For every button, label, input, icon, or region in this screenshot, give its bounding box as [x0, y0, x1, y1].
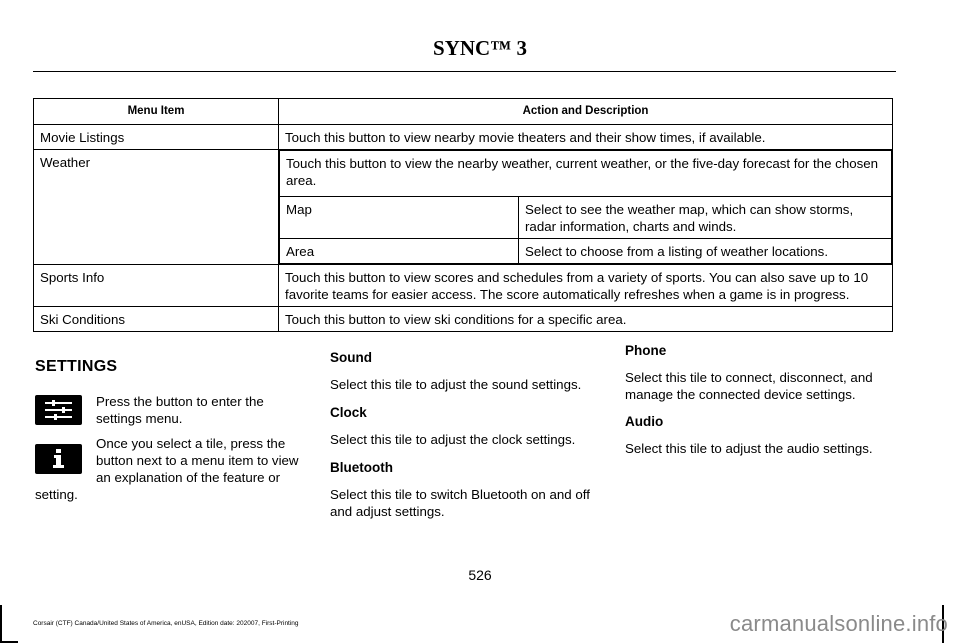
table-row	[34, 125, 893, 150]
sub-row	[280, 239, 892, 264]
sub-description-cell: Select to choose from a listing of weather locations.	[525, 244, 829, 259]
crop-mark-left	[0, 605, 2, 643]
page-number: 526	[468, 567, 492, 583]
column-header-action: Action and Description	[279, 99, 893, 125]
audio-heading: Audio	[625, 414, 664, 429]
tile-explanation-text	[96, 435, 308, 486]
table-row	[34, 307, 893, 332]
settings-heading: SETTINGS	[35, 358, 118, 375]
description-cell: Touch this button to view scores and schedules from a variety of sports. You can also save up to 10 favorite teams for easier access. The score automatically refreshes when a game is in progress.	[285, 270, 869, 302]
phone-heading: Phone	[625, 343, 667, 358]
phone-text: Select this tile to connect, disconnect, and manage the connected device settings.	[625, 370, 873, 402]
weather-subtable	[279, 150, 892, 264]
description-cell: Touch this button to view the nearby weather, current weather, or the five-day forecast for the chosen area.	[286, 156, 879, 188]
watermark: carmanualsonline.info	[729, 611, 948, 636]
header-divider	[33, 71, 896, 72]
settings-instruction: Press the button to enter the settings menu.	[96, 394, 264, 426]
audio-text: Select this tile to adjust the audio settings.	[625, 441, 873, 456]
description-cell: Touch this button to view ski conditions for a specific area.	[285, 312, 627, 327]
info-icon	[35, 444, 82, 474]
page-header-title: SYNC™ 3	[433, 36, 527, 60]
sub-item-cell: Map	[286, 202, 312, 217]
clock-heading: Clock	[330, 405, 367, 420]
bluetooth-heading: Bluetooth	[330, 460, 393, 475]
sub-description-cell: Select to see the weather map, which can show storms, radar information, charts and winds.	[525, 202, 854, 234]
description-cell: Touch this button to view nearby movie theaters and their show times, if available.	[285, 130, 766, 145]
tile-explanation-tail: setting.	[35, 487, 78, 502]
table-row	[34, 265, 893, 307]
table-header-row	[34, 99, 893, 125]
table-row	[34, 150, 893, 265]
sliders-icon	[35, 395, 82, 425]
menu-item-cell: Weather	[40, 155, 91, 170]
sub-row	[280, 197, 892, 239]
sound-text: Select this tile to adjust the sound settings.	[330, 377, 582, 392]
clock-text: Select this tile to adjust the clock settings.	[330, 432, 576, 447]
menu-item-cell: Sports Info	[40, 270, 105, 285]
sound-heading: Sound	[330, 350, 372, 365]
menu-item-cell: Ski Conditions	[40, 312, 125, 327]
tile-explanation-body: Once you select a tile, press the button next to a menu item to view an explanation of the feature or	[96, 436, 299, 485]
menu-item-cell: Movie Listings	[40, 130, 125, 145]
menu-table	[33, 98, 893, 332]
bluetooth-text: Select this tile to switch Bluetooth on and off and adjust settings.	[330, 487, 590, 519]
column-header-menu-item: Menu Item	[34, 99, 279, 125]
edition-footer: Corsair (CTF) Canada/United States of America, enUSA, Edition date: 202007, First-Printing	[33, 620, 299, 627]
sub-item-cell: Area	[286, 244, 315, 259]
crop-mark-bottom-left	[0, 641, 18, 643]
